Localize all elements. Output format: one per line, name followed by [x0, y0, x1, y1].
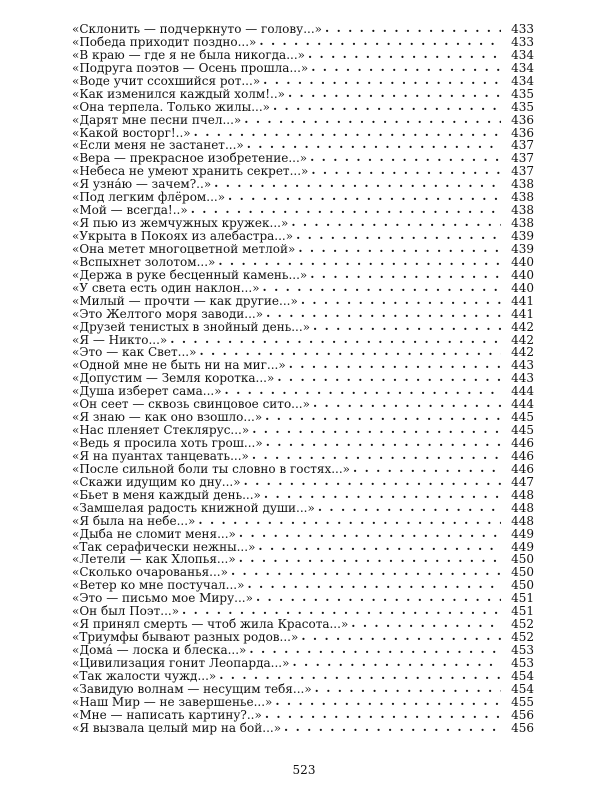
toc-entry-page: 435 [511, 86, 534, 101]
toc-entry-title: «Какой восторг!..» [72, 125, 191, 140]
toc-entry-title: «Так серафически нежны...» [72, 539, 256, 554]
dot-leader [170, 333, 501, 346]
toc-entry-title: «Сколько очарованья...» [72, 565, 228, 580]
dot-leader [265, 708, 501, 721]
dot-leader [239, 527, 501, 540]
toc-entry-title: «Это — письмо мое Миру...» [72, 591, 253, 606]
toc-entry-title: «Милый — прочти — как другие...» [72, 293, 298, 308]
toc-entry-page: 442 [511, 319, 534, 334]
toc-entry-page: 451 [511, 591, 534, 606]
dot-leader [263, 74, 501, 87]
toc-entry-page: 434 [511, 73, 534, 88]
toc-entry-page: 451 [511, 604, 534, 619]
dot-leader [325, 22, 501, 35]
toc-entry-page: 433 [511, 34, 534, 49]
toc-entry-page: 453 [511, 655, 534, 670]
dot-leader [199, 345, 501, 358]
toc-entry-page: 444 [511, 397, 534, 412]
dot-leader [353, 462, 501, 475]
dot-leader [264, 488, 501, 501]
toc-entry-page: 437 [511, 151, 534, 166]
toc-entry-title: «Дыба не сломит меня...» [72, 526, 236, 541]
toc-entry-page: 436 [511, 125, 534, 140]
dot-leader [218, 255, 501, 268]
toc-entry-page: 444 [511, 384, 534, 399]
dot-leader [252, 423, 501, 436]
toc-entry-page: 443 [511, 358, 534, 373]
toc-entry-title: «Это — как Свет...» [72, 345, 197, 360]
toc-entry-title: «Вера — прекрасное изобретение...» [72, 151, 308, 166]
dot-leader [225, 384, 501, 397]
dot-leader [308, 48, 501, 61]
toc-entry-page: 435 [511, 99, 534, 114]
toc-entry-title: «Я — Никто...» [72, 332, 168, 347]
toc-entry-title: «Так жалости чужд...» [72, 668, 217, 683]
dot-leader [311, 164, 501, 177]
dot-leader [231, 565, 501, 578]
toc-entry-title: «Я на пуантах танцевать...» [72, 448, 249, 463]
toc-entry-page: 438 [511, 216, 534, 231]
toc-entry-title: «Подруга поэтов — Осень прошла...» [72, 60, 309, 75]
dot-leader [310, 151, 501, 164]
toc-entry-page: 434 [511, 47, 534, 62]
toc-entry-page: 448 [511, 500, 534, 515]
toc-entry-page: 452 [511, 617, 534, 632]
dot-leader [239, 552, 501, 565]
toc-entry-title: «Я узнáю — зачем?..» [72, 177, 212, 192]
toc-entry-page: 448 [511, 513, 534, 528]
toc-entry-page: 456 [511, 720, 534, 735]
toc-entry-title: «В краю — где я не была никогда...» [72, 47, 305, 62]
dot-leader [311, 61, 501, 74]
dot-leader [301, 630, 501, 643]
dot-leader [244, 113, 501, 126]
toc-entry-page: 450 [511, 565, 534, 580]
dot-leader [191, 203, 501, 216]
toc-entry-page: 434 [511, 60, 534, 75]
toc-entry-title: «Летели — как Хлопья...» [72, 552, 236, 567]
toc-entry-page: 443 [511, 371, 534, 386]
toc-entry-title: «Друзей тенистых в знойный день...» [72, 319, 311, 334]
toc-entry-title: «Триумфы бывают разных родов...» [72, 630, 299, 645]
toc-entry-title: «Он сеет — сквозь свинцовое сито...» [72, 397, 310, 412]
dot-leader [310, 268, 501, 281]
toc-entry-page: 437 [511, 138, 534, 153]
dot-leader [194, 126, 501, 139]
toc-entry-title: «Дарят мне песни пчел...» [72, 112, 242, 127]
dot-leader [275, 695, 501, 708]
toc-entry-page: 442 [511, 345, 534, 360]
toc-entry-title: «Мой — всегда!..» [72, 203, 188, 218]
toc-entry-title: «Склонить — подчеркнуто — голову...» [72, 22, 323, 36]
toc-entry-title: «Если меня не застанет...» [72, 138, 244, 153]
toc-entry-page: 449 [511, 539, 534, 554]
toc-entry-page: 433 [511, 22, 534, 36]
dot-leader [277, 371, 501, 384]
toc-entry-page: 436 [511, 112, 534, 127]
dot-leader [298, 242, 501, 255]
toc-entry-page: 449 [511, 526, 534, 541]
toc-entry-page: 450 [511, 552, 534, 567]
dot-leader [273, 100, 501, 113]
toc-entry-title: «Я вызвала целый мир на бой...» [72, 720, 282, 735]
toc-entry-page: 442 [511, 332, 534, 347]
toc-entry-title: «Под легким флёром...» [72, 190, 226, 205]
dot-leader [247, 578, 501, 591]
toc-entry-title: «Как изменился каждый холм!..» [72, 86, 285, 101]
toc-entry-page: 446 [511, 461, 534, 476]
toc-entry-page: 456 [511, 707, 534, 722]
toc-entry-title: «Она терпела. Только жилы...» [72, 99, 270, 114]
dot-leader [351, 617, 501, 630]
dot-leader [284, 721, 501, 734]
toc-entry-page: 446 [511, 448, 534, 463]
dot-leader [228, 190, 501, 203]
dot-leader [219, 669, 501, 682]
dot-leader [313, 320, 501, 333]
dot-leader [301, 294, 501, 307]
toc-entry-title: «После сильной боли ты словно в гостях...» [72, 461, 351, 476]
toc-entry-title: «Победа приходит поздно...» [72, 34, 257, 49]
page-number: 523 [292, 763, 316, 777]
toc-entry-title: «Вспыхнет золотом...» [72, 254, 216, 269]
toc-entry-title: «Нас пленяет Стеклярус...» [72, 423, 250, 438]
toc-entry-title: «Скажи идущим ко дну...» [72, 474, 241, 489]
toc-entry-title: «Душа изберет сама...» [72, 384, 222, 399]
dot-leader [214, 177, 501, 190]
toc-entry-page: 441 [511, 293, 534, 308]
toc-entry-page: 455 [511, 694, 534, 709]
dot-leader [266, 436, 501, 449]
dot-leader [265, 410, 501, 423]
dot-leader [256, 591, 501, 604]
dot-leader [247, 138, 501, 151]
dot-leader [258, 540, 501, 553]
toc-entry-page: 454 [511, 681, 534, 696]
toc-entry-title: «Ветер ко мне постучал...» [72, 578, 245, 593]
toc-entry-page: 452 [511, 630, 534, 645]
toc-entry-page: 440 [511, 267, 534, 282]
dot-leader [244, 475, 501, 488]
toc-entry-title: «Он был Поэт...» [72, 604, 180, 619]
dot-leader [266, 307, 501, 320]
dot-leader [182, 604, 501, 617]
toc-entry-title: «Допустим — Земля коротка...» [72, 371, 275, 386]
toc-entry-title: «Я знаю — как оно взошло...» [72, 410, 263, 425]
dot-leader [315, 682, 501, 695]
toc-entry-title: «Держа в руке бесценный камень...» [72, 267, 308, 282]
toc-entry-title: «Небеса не умеют хранить секрет...» [72, 164, 309, 179]
toc-entry-title: «Бьет в меня каждый день...» [72, 487, 261, 502]
toc-entry-page: 445 [511, 423, 534, 438]
dot-leader [292, 656, 501, 669]
toc-entry-page: 446 [511, 436, 534, 450]
toc-entry-title: «Воде учит ссохшийся рот...» [72, 73, 261, 88]
dot-leader [198, 514, 501, 527]
dot-leader [296, 229, 501, 242]
dot-leader [288, 87, 501, 100]
toc-entry-page: 438 [511, 190, 534, 205]
toc-entry-title: «Я была на небе...» [72, 513, 196, 528]
dot-leader [318, 501, 501, 514]
toc-entry-page: 439 [511, 229, 534, 243]
toc-entry-page: 440 [511, 280, 534, 295]
table-of-contents [72, 23, 534, 735]
dot-leader [252, 449, 501, 462]
toc-entry-title: «Одной мне не быть ни на миг...» [72, 358, 286, 373]
toc-entry-page: 440 [511, 254, 534, 269]
toc-entry-title: «Укрыта в Покоях из алебастра...» [72, 229, 294, 243]
toc-entry-page: 454 [511, 668, 534, 683]
toc-entry-page: 439 [511, 241, 534, 256]
toc-entry-page: 450 [511, 578, 534, 593]
toc-entry-title: «Я пью из жемчужных кружек...» [72, 216, 289, 231]
toc-entry-title: «Цивилизация гонит Леопарда...» [72, 655, 290, 670]
dot-leader [259, 35, 501, 48]
toc-entry-title: «Это Желтого моря заводи...» [72, 306, 264, 321]
toc-entry-title: «Завидую волнам — несущим тебя...» [72, 681, 312, 696]
toc-entry-title: «У света есть один наклон...» [72, 280, 260, 295]
toc-entry-title: «Она метет многоцветной метлой» [72, 241, 296, 256]
toc-entry-title: «Наш Мир — не завершенье...» [72, 694, 273, 709]
toc-entry-page: 437 [511, 164, 534, 179]
toc-entry-title: «Ведь я просила хоть грош...» [72, 436, 263, 450]
toc-entry-page: 445 [511, 410, 534, 425]
dot-leader [249, 643, 501, 656]
toc-entry-title: «Я принял смерть — чтоб жила Красота...» [72, 617, 349, 632]
toc-entry [72, 722, 534, 735]
toc-entry-title: «Мне — написать картину?..» [72, 707, 262, 722]
toc-entry-page: 438 [511, 203, 534, 218]
toc-entry-page: 448 [511, 487, 534, 502]
toc-entry-page: 438 [511, 177, 534, 192]
dot-leader [289, 358, 501, 371]
dot-leader [313, 397, 501, 410]
toc-entry-page: 453 [511, 643, 534, 657]
dot-leader [263, 281, 501, 294]
toc-entry-title: «Домá — лоска и блеска...» [72, 643, 247, 657]
dot-leader [291, 216, 501, 229]
toc-entry-title: «Замшелая радость книжной души...» [72, 500, 315, 515]
toc-entry-page: 447 [511, 474, 534, 489]
toc-entry-page: 441 [511, 306, 534, 321]
